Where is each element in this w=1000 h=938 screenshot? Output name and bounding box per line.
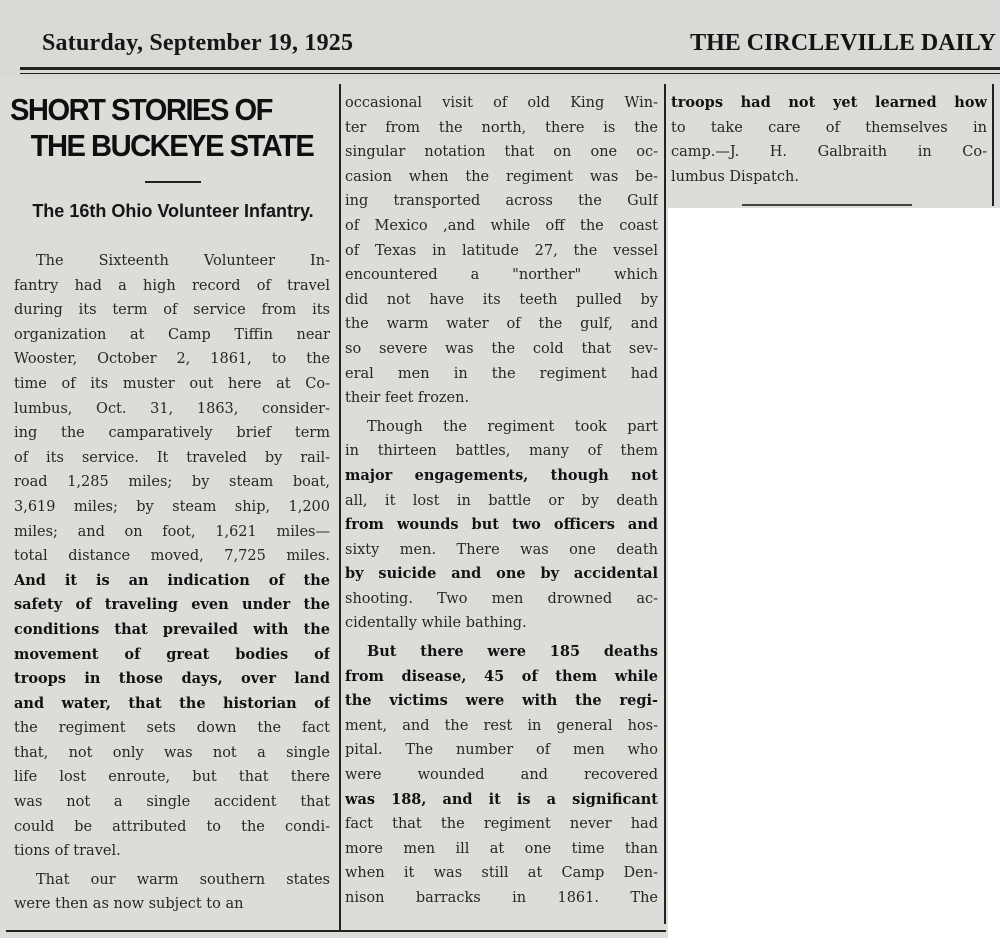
column-1-line: total distance moved, 7,725 miles. [14, 548, 330, 565]
column-2-line: in thirteen battles, many of them [345, 443, 658, 460]
masthead-date: Saturday, September 19, 1925 [42, 30, 354, 56]
column-1-line: time of its muster out here at Co- [14, 375, 330, 392]
column-divider-3 [992, 84, 994, 206]
column-2-line: Though the regiment took part [367, 418, 658, 435]
column-1-line: ing the camparatively brief term [14, 425, 330, 442]
column-2-line: by suicide and one by accidental [345, 565, 658, 583]
column-2-line: ing transported across the Gulf [345, 193, 658, 210]
column-2-line: was 188, and it is a significant [345, 790, 658, 808]
column-1-line: conditions that prevailed with the [14, 620, 330, 638]
column-2-line: from disease, 45 of them while [345, 667, 658, 685]
column-1-line: fantry had a high record of travel [14, 277, 330, 294]
column-2-line: major engagements, though not [345, 466, 658, 484]
column-2-line: of Mexico ,and while off the coast [345, 217, 658, 234]
column-1-line: Wooster, October 2, 1861, to the [14, 351, 330, 368]
column-2-line: fact that the regiment never had [345, 816, 658, 833]
headline-line-1: SHORT STORIES OF [10, 92, 272, 127]
masthead-paper-name: THE CIRCLEVILLE DAILY [690, 30, 996, 56]
column-1-line: And it is an indication of the [14, 571, 330, 589]
column-1-line: was not a single accident that [14, 794, 330, 811]
column-2-line: But there were 185 deaths [367, 643, 658, 661]
column-1-line: road 1,285 miles; by steam boat, [14, 474, 330, 491]
column-1-line: during its term of service from its [14, 302, 330, 319]
bottom-rule [6, 930, 666, 932]
article-column-2 [345, 91, 658, 911]
column-2-line: their feet frozen. [345, 390, 470, 407]
column-1-line: were then as now subject to an [14, 896, 244, 913]
column-1-line: that, not only was not a single [14, 744, 330, 761]
column-2-line: ter from the north, there is the [345, 119, 658, 136]
column-2-line: from wounds but two officers and [345, 516, 658, 534]
article-column-1 [14, 249, 330, 917]
column-1-line: safety of traveling even under the [14, 596, 330, 614]
column-1-line: could be attributed to the condi- [14, 818, 330, 835]
column-2-line: all, it lost in battle or by death [345, 492, 658, 509]
column-3-line: to take care of themselves in [671, 119, 987, 136]
column-3-line: camp.—J. H. Galbraith in Co- [671, 144, 987, 161]
column-1-line: and water, that the historian of [14, 694, 330, 712]
column-2-line: when it was still at Camp Den- [345, 865, 658, 882]
column-2-line: ment, and the rest in general hos- [345, 717, 658, 734]
column-2-line: singular notation that on one oc- [345, 144, 658, 161]
column-1-line: 3,619 miles; by steam ship, 1,200 [14, 498, 330, 515]
column-2-line: of Texas in latitude 27, the vessel [345, 242, 658, 259]
article-column-3 [671, 91, 987, 189]
column-2-line: sixty men. There was one death [345, 541, 658, 558]
column-1-line: movement of great bodies of [14, 645, 330, 663]
masthead-rule-thin [20, 73, 1000, 74]
headline-line-2: THE BUCKEYE STATE [30, 128, 314, 163]
article-subhead: The 16th Ohio Volunteer Infantry. [32, 201, 314, 221]
column-2-line: nison barracks in 1861. The [345, 890, 658, 906]
masthead-rule [20, 67, 1000, 70]
article-headline [10, 92, 320, 164]
column-2-line: so severe was the cold that sev- [345, 340, 658, 357]
column-2-line: encountered a "norther" which [345, 267, 658, 284]
column-3-line: troops had not yet learned how [671, 94, 987, 111]
column-2-line: more men ill at one time than [345, 840, 658, 857]
column-2-line: pital. The number of men who [345, 742, 658, 759]
column-1-line: life lost enroute, but that there [14, 769, 330, 786]
column-1-line: The Sixteenth Volunteer In- [36, 253, 330, 269]
column-1-line: That our warm southern states [36, 871, 330, 888]
column-1-line: troops in those days, over land [14, 670, 330, 688]
column-2-line: casion when the regiment was be- [345, 168, 658, 185]
column-1-line: organization at Camp Tiffin near [14, 326, 330, 343]
column-1-line: of its service. It traveled by rail- [14, 449, 330, 466]
headline-separator [145, 181, 201, 183]
column-2-line: were wounded and recovered [345, 767, 658, 784]
column-divider-1 [339, 84, 341, 932]
column-divider-2 [664, 84, 666, 924]
article-end-rule [742, 204, 912, 206]
column-2-line: cidentally while bathing. [345, 615, 527, 632]
column-1-line: the regiment sets down the fact [14, 720, 330, 737]
column-1-line: tions of travel. [14, 843, 121, 860]
column-2-line: the victims were with the regi- [345, 692, 658, 710]
column-1-line: lumbus, Oct. 31, 1863, consider- [14, 400, 330, 417]
column-2-line: occasional visit of old King Win- [345, 95, 658, 111]
column-1-line: miles; and on foot, 1,621 miles— [14, 523, 330, 540]
column-3-line: lumbus Dispatch. [671, 168, 799, 185]
column-2-line: shooting. Two men drowned ac- [345, 590, 658, 607]
column-2-line: eral men in the regiment had [345, 365, 658, 382]
column-2-line: did not have its teeth pulled by [345, 291, 658, 308]
column-2-line: the warm water of the gulf, and [345, 316, 658, 333]
